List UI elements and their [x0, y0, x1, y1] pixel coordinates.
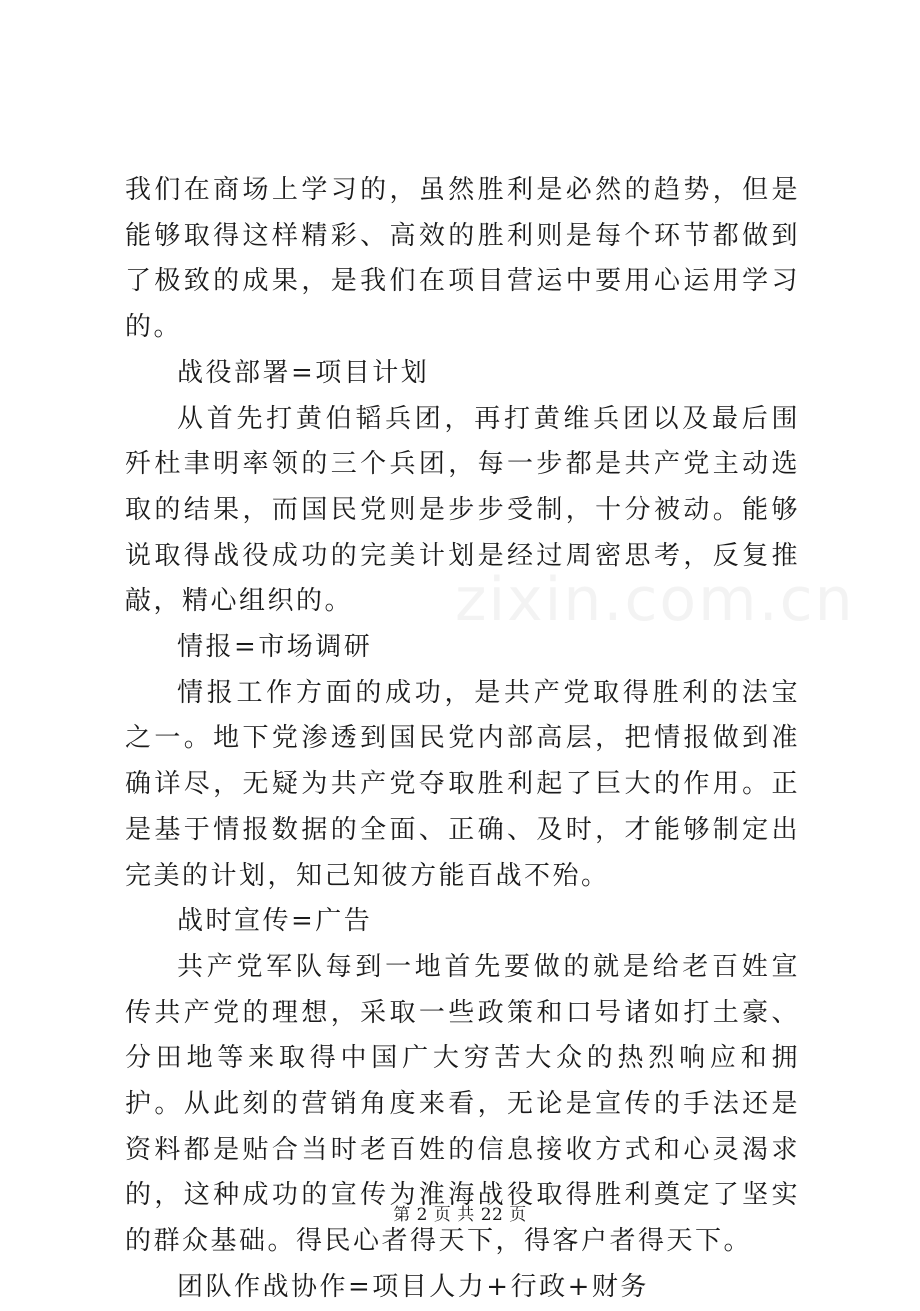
- section-heading: 战役部署=项目计划: [177, 357, 430, 388]
- body-paragraph: 情报工作方面的成功，是共产党取得胜利的法宝之一。地下党渗透到国民党内部高层，把情报做到准确详尽，无疑为共产党夺取胜利起了巨大的作用。正是基于情报数据的全面、正确、及时，才能够制定出完美的计划，知己知彼方能百战不殆。: [125, 677, 800, 891]
- section-heading: 团队作战协作=项目人力+行政+财务: [177, 1271, 649, 1302]
- body-paragraph: 从首先打黄伯韬兵团，再打黄维兵团以及最后围歼杜聿明率领的三个兵团，每一步都是共产党主动选取的结果，而国民党则是步步受制，十分被动。能够说取得战役成功的完美计划是经过周密思考，反复推敲，精心组织的。: [125, 403, 800, 617]
- page-footer: 第 2 页 共 22 页: [393, 1205, 527, 1225]
- body-paragraph: 我们在商场上学习的，虽然胜利是必然的趋势，但是能够取得这样精彩、高效的胜利则是每个环节都做到了极致的成果，是我们在项目营运中要用心运用学习的。: [125, 175, 800, 343]
- body-paragraph: 共产党军队每到一地首先要做的就是给老百姓宣传共产党的理想，采取一些政策和口号诸如打土豪、分田地等来取得中国广大穷苦大众的热烈响应和拥护。从此刻的营销角度来看，无论是宣传的手法还是资料都是贴合当时老百姓的信息接收方式和心灵渴求的，这种成功的宣传为淮海战役取得胜利奠定了坚实的群众基础。得民心者得天下，得客户者得天下。: [125, 951, 800, 1257]
- section-heading: 情报=市场调研: [177, 632, 373, 663]
- section-heading: 战时宣传=广告: [177, 906, 373, 937]
- watermark: zixin.com.cn: [455, 565, 855, 635]
- document-body: [125, 168, 800, 1311]
